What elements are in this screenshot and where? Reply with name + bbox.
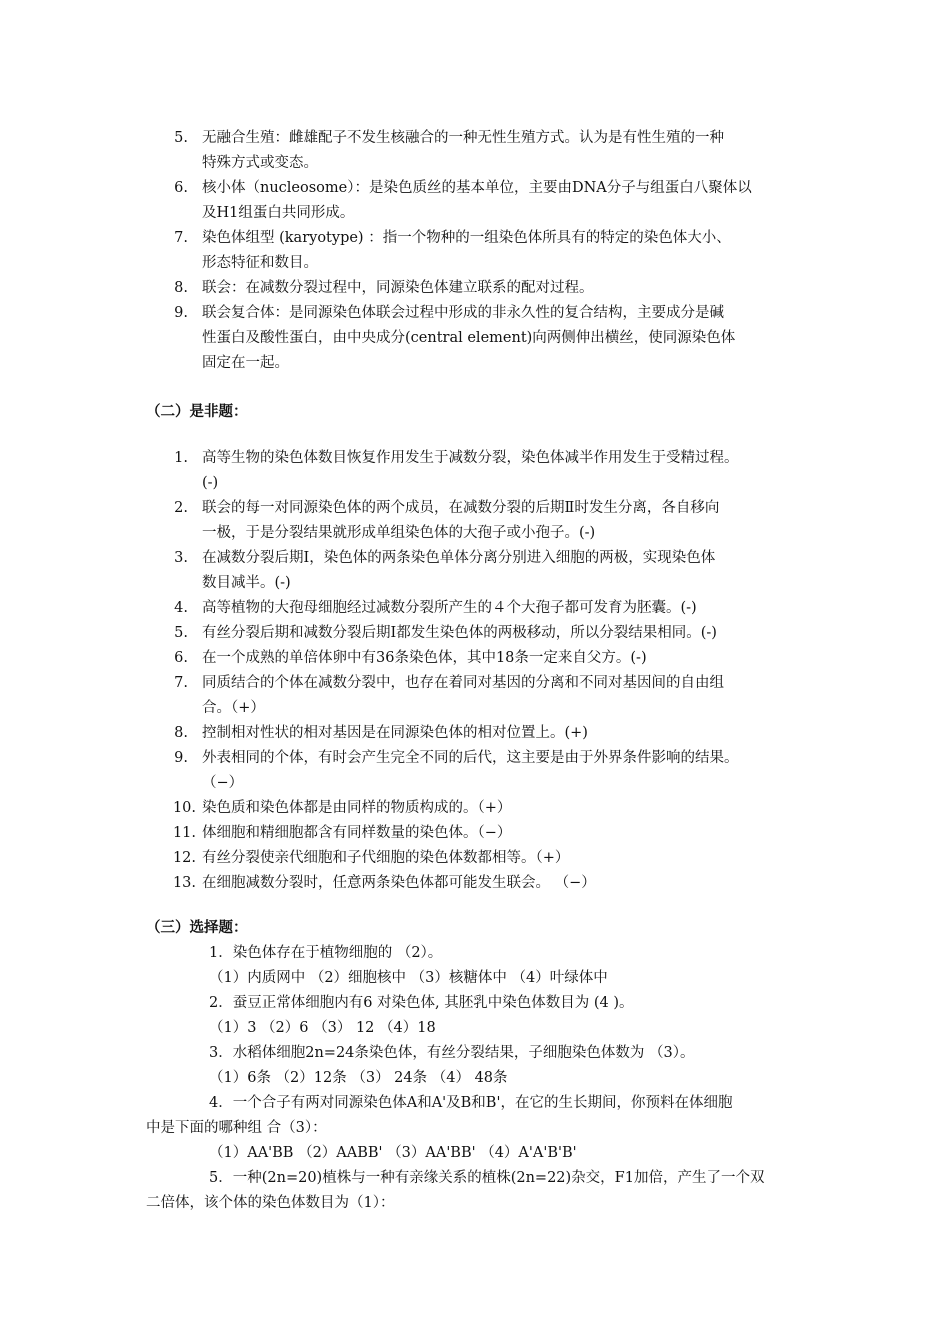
- question-line: 一极，于是分裂结果就形成单组染色体的大孢子或小孢子。(-): [202, 525, 596, 541]
- question-number: 7.: [174, 675, 188, 691]
- question-line: (-): [202, 475, 219, 491]
- definition-line: 固定在一起。: [202, 355, 289, 371]
- choice-question: 中是下面的哪种组 合（3）：: [146, 1120, 327, 1136]
- choice-question: 二倍体，该个体的染色体数目为（1）：: [146, 1195, 395, 1211]
- choice-options: （1）AA'BB （2）AABB' （3）AA'BB' （4）A'A'B'B': [209, 1145, 577, 1161]
- definition-line: 及H1组蛋白共同形成。: [202, 205, 355, 221]
- question-line: 在减数分裂后期Ⅰ，染色体的两条染色单体分离分别进入细胞的两极，实现染色体: [202, 550, 716, 566]
- choice-options: （1）6条 （2）12条 （3） 24条 （4） 48条: [209, 1070, 508, 1086]
- question-number: 12.: [172, 850, 196, 866]
- choice-options: （1）内质网中 （2）细胞核中 （3）核糖体中 （4）叶绿体中: [209, 970, 608, 986]
- definition-line: 核小体（nucleosome）：是染色质丝的基本单位，主要由DNA分子与组蛋白八聚体以: [202, 180, 752, 196]
- question-number: 10.: [172, 800, 196, 816]
- question-line: 联会的每一对同源染色体的两个成员，在减数分裂的后期Ⅱ时发生分离，各自移向: [202, 500, 720, 516]
- definition-line: 染色体组型 (karyotype) ：指一个物种的一组染色体所具有的特定的染色体大小、: [202, 230, 731, 246]
- question-line: 同质结合的个体在减数分裂中，也存在着同对基因的分离和不同对基因间的自由组: [202, 675, 724, 691]
- question-number: 5.: [174, 625, 188, 641]
- choice-question: 3．水稻体细胞2n=24条染色体，有丝分裂结果，子细胞染色体数为 （3）。: [209, 1045, 695, 1061]
- definition-number: 9.: [174, 305, 188, 321]
- definition-number: 6.: [174, 180, 188, 196]
- definition-line: 联会复合体：是同源染色体联会过程中形成的非永久性的复合结构，主要成分是碱: [202, 305, 724, 321]
- question-line: 高等生物的染色体数目恢复作用发生于减数分裂，染色体减半作用发生于受精过程。: [202, 450, 739, 466]
- question-line: 染色质和染色体都是由同样的物质构成的。（+）: [202, 800, 512, 816]
- question-line: 控制相对性状的相对基因是在同源染色体的相对位置上。(+): [202, 725, 588, 741]
- question-line: 在一个成熟的单倍体卵中有36条染色体，其中18条一定来自父方。(-): [202, 650, 647, 666]
- choice-question: 4．一个合子有两对同源染色体A和A'及B和B'，在它的生长期间，你预料在体细胞: [209, 1095, 733, 1111]
- question-number: 4.: [174, 600, 188, 616]
- question-number: 2.: [174, 500, 188, 516]
- definition-number: 7.: [174, 230, 188, 246]
- definition-line: 特殊方式或变态。: [202, 155, 318, 171]
- section-heading-truefalse: （二）是非题：: [146, 403, 248, 420]
- question-number: 8.: [174, 725, 188, 741]
- definition-number: 5.: [174, 130, 188, 146]
- choice-question: 1．染色体存在于植物细胞的 （2）。: [209, 945, 443, 961]
- question-line: 数目减半。(-): [202, 575, 291, 591]
- definition-number: 8.: [174, 280, 188, 296]
- question-number: 13.: [172, 875, 196, 891]
- choice-options: （1）3 （2）6 （3） 12 （4）18: [209, 1020, 436, 1036]
- definition-line: 形态特征和数目。: [202, 255, 318, 271]
- choice-question: 2．蚕豆正常体细胞内有6 对染色体, 其胚乳中染色体数目为 (4 )。: [209, 995, 634, 1011]
- definition-line: 联会：在减数分裂过程中，同源染色体建立联系的配对过程。: [202, 280, 594, 296]
- question-number: 11.: [172, 825, 196, 841]
- question-line: （−）: [202, 775, 244, 791]
- question-line: 有丝分裂后期和减数分裂后期Ⅰ都发生染色体的两极移动，所以分裂结果相同。(-): [202, 625, 717, 641]
- question-line: 在细胞减数分裂时，任意两条染色体都可能发生联会。 （−）: [202, 875, 596, 891]
- definition-line: 无融合生殖：雌雄配子不发生核融合的一种无性生殖方式。认为是有性生殖的一种: [202, 130, 724, 146]
- question-line: 有丝分裂使亲代细胞和子代细胞的染色体数都相等。（+）: [202, 850, 570, 866]
- section-heading-choice: （三）选择题：: [146, 919, 248, 936]
- question-line: 体细胞和精细胞都含有同样数量的染色体。（−）: [202, 825, 512, 841]
- question-line: 合。（+）: [202, 700, 265, 716]
- question-number: 9.: [174, 750, 188, 766]
- question-line: 高等植物的大孢母细胞经过减数分裂所产生的４个大孢子都可发育为胚囊。(-): [202, 600, 697, 616]
- definition-line: 性蛋白及酸性蛋白，由中央成分(central element)向两侧伸出横丝，使同源染色体: [202, 330, 736, 346]
- question-number: 6.: [174, 650, 188, 666]
- question-number: 3.: [174, 550, 188, 566]
- question-line: 外表相同的个体，有时会产生完全不同的后代，这主要是由于外界条件影响的结果。: [202, 750, 739, 766]
- choice-question: 5．一种(2n=20)植株与一种有亲缘关系的植株(2n=22)杂交，F1加倍，产生了一个双: [209, 1170, 765, 1186]
- question-number: 1.: [174, 450, 188, 466]
